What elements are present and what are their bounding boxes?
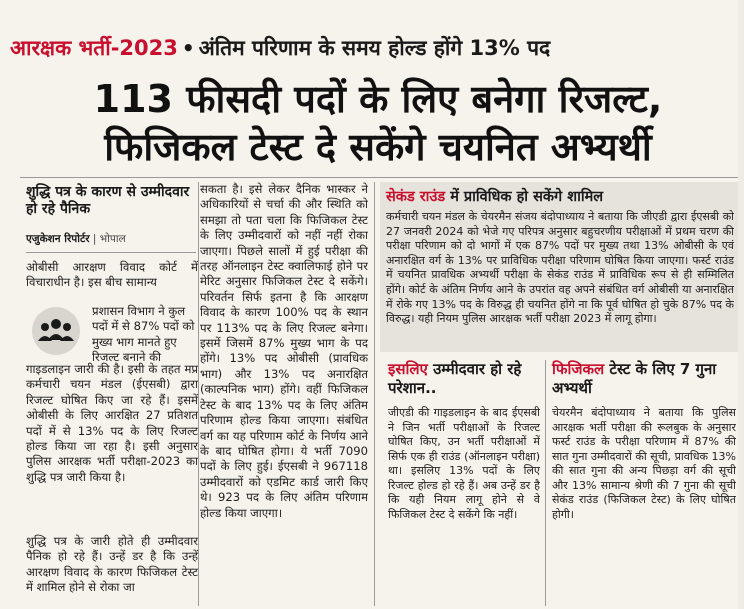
column-divider-2 — [374, 182, 375, 606]
physical-heading-rest: टेस्ट के लिए 7 गुना अभ्यर्थी — [552, 360, 717, 397]
col1-paragraph-b: प्रशासन विभाग ने कुल पदों में से 87% पदों को मुख्य भाग मानते हुए रिजल्ट बनाने की — [92, 304, 195, 365]
col1-paragraph-d: शुद्धि पत्र के जारी होते ही उम्मीदवार पैनिक हो रहे हैं। उन्हें डर है कि उन्हें आरक्षण विवाद के कारण फिजिकल टेस्ट में शामिल होने से रोका जा — [26, 534, 198, 595]
kicker-line — [10, 34, 734, 68]
byline-separator: | — [89, 233, 100, 245]
headline-divider — [20, 177, 738, 178]
page-edge — [738, 0, 744, 609]
col2-text: सकता है। इसे लेकर दैनिक भास्कर ने अधिकारियों से चर्चा की और स्थिति को समझा तो पता चला कि फिजिकल टेस्ट के लिए उम्मीदवारों को नहीं नहीं रोका जाएगा। पिछले सालों में हुई परीक्षा की तरह ऑनलाइन टेस्ट क्वालिफाई होने पर मेरिट अनुसार फिजिकल टेस्ट दे सकेंगे। परिवर्तन सिर्फ इतना है कि आरक्षण विवाद के कारण 100% पद के स्थान पर 113% पद के लिए रिजल्ट बनेगा। इसमें जिसमें 87% मुख्य भाग के पद होंगे। 13% पद ओबीसी (प्रावधिक भाग) और 13% पद अनारक्षित (काल्पनिक भाग) होंगे। वहीं फिजिकल टेस्ट के बाद 13% पद के लिए अंतिम परिणाम होल्ड किया जाएगा। संबंधित वर्ग का यह परिणाम कोर्ट के निर्णय आने के बाद घोषित होगा। ये भर्ती 7090 पदों के लिए हुई। ईएसबी ने 967118 उम्मीदवारों को एडमिट कार्ड जारी किए थे। 923 पद के लिए अंतिम परिणाम होल्ड किया जाएगा। — [200, 182, 368, 520]
worried-heading-red: इसलिए — [388, 360, 428, 378]
kicker-topic: आरक्षक भर्ती-2023 — [10, 36, 178, 60]
physical-heading — [552, 360, 736, 398]
kicker-subtitle: अंतिम परिणाम के समय होल्ड होंगे 13% पद — [198, 36, 551, 60]
col1-heading: शुद्धि पत्र के कारण से उम्मीदवार हो रहे पैनिक — [26, 184, 190, 217]
byline — [26, 232, 196, 246]
physical-heading-red: फिजिकल — [552, 360, 605, 378]
headline-line-1: 113 फीसदी पदों के लिए बनेगा रिजल्ट, — [93, 77, 663, 121]
col1-paragraph-a: ओबीसी आरक्षण विवाद कोर्ट में विचाराधीन है। इस बीच सामान्य — [26, 260, 198, 290]
column-divider-3 — [545, 360, 546, 606]
headline-line-2: फिजिकल टेस्ट दे सकेंगे चयनित अभ्यर्थी — [104, 125, 652, 169]
byline-city: भोपाल — [99, 233, 126, 245]
people-group-icon — [26, 306, 86, 356]
column-divider-1 — [198, 182, 199, 606]
byline-name: एजुकेशन रिपोर्टर — [26, 233, 90, 245]
worried-text: जीएडी की गाइडलाइन के बाद ईएसबी ने जिन भर्ती परीक्षाओं के रिजल्ट घोषित किए, उन भर्ती परीक्षाओं में सिर्फ एक ही राउंड (ऑनलाइन परीक्षा) था। इसलिए 13% पदों के लिए रिजल्ट होल्ड हो रहे हैं। अब उन्हें डर है कि यही नियम लागू होने से वे फिजिकल टेस्ट दे सकेंगे कि नहीं। — [388, 406, 540, 521]
physical-text: चेयरमैन बंदोपाध्याय ने बताया कि पुलिस आरक्षक भर्ती परीक्षा की रूलबुक के अनुसार फर्स्ट राउंड के परीक्षा परिणाम में 87% की सात गुना उम्मीदवारों की सूची, प्रावधिक 13% की सात गुना की अन्य पिछड़ा वर्ग की सूची और 13% सामान्य श्रेणी की 7 गुना की सूची सेकंड राउंड (फिजिकल टेस्ट) के लिए घोषित होगी। — [552, 406, 736, 521]
second-round-heading — [386, 186, 736, 206]
worried-heading-rest: उम्मीदवार हो रहे परेशान.. — [388, 360, 522, 397]
second-round-text: कर्मचारी चयन मंडल के चेयरमैन संजय बंदोपाध्याय ने बताया कि जीएडी द्वारा ईएसबी को 27 जनवरी 2024 को भेजे गए परिपत्र अनुसार बहुचरणीय परीक्षाओं में प्रथम चरण की परीक्षा परिणाम को दो भागों में एक 87% पदों पर मुख्य तथा 13% ओबीसी के एवं अनारक्षित वर्ग के 13% पर प्राविधिक परीक्षा परिणाम घोषित किया जाएगा। फर्स्ट राउंड में चयनित प्रावधिक अभ्यर्थी परीक्षा के सेकंड राउंड में प्राविधिक रूप से ही सम्मिलित होंगे। कोर्ट के अंतिम निर्णय आने के उपरांत वह अपने संबंधित वर्ग ओबीसी या अनारक्षित में रोके गए 13% पद के विरुद्ध ही चयनित होंगे ना कि पूर्व घोषित हो चुके 87% पद के विरुद्ध। यही नियम पुलिस आरक्षक भर्ती परीक्षा 2023 में लागू होगा। — [386, 210, 734, 326]
col1-paragraph-c: गाइडलाइन जारी की है। इसी के तहत मप्र कर्मचारी चयन मंडल (ईएसबी) द्वारा रिजल्ट घोषित किए जा रहे हैं। इसमें ओबीसी के लिए आरक्षित 27 प्रतिशत पदों में से 13% पद के लिए रिजल्ट होल्ड किया जा रहा है। इसी अनुसार पुलिस आरक्षक भर्ती परीक्षा-2023 का शुद्धि पत्र जारी किया है। — [26, 362, 198, 484]
kicker-bullet: • — [181, 36, 195, 60]
worried-heading — [388, 360, 538, 398]
second-round-heading-rest: में प्राविधिक हो सकेंगे शामिल — [445, 189, 604, 205]
byline-rule — [26, 252, 196, 253]
second-round-heading-red: सेकंड राउंड — [386, 189, 446, 205]
